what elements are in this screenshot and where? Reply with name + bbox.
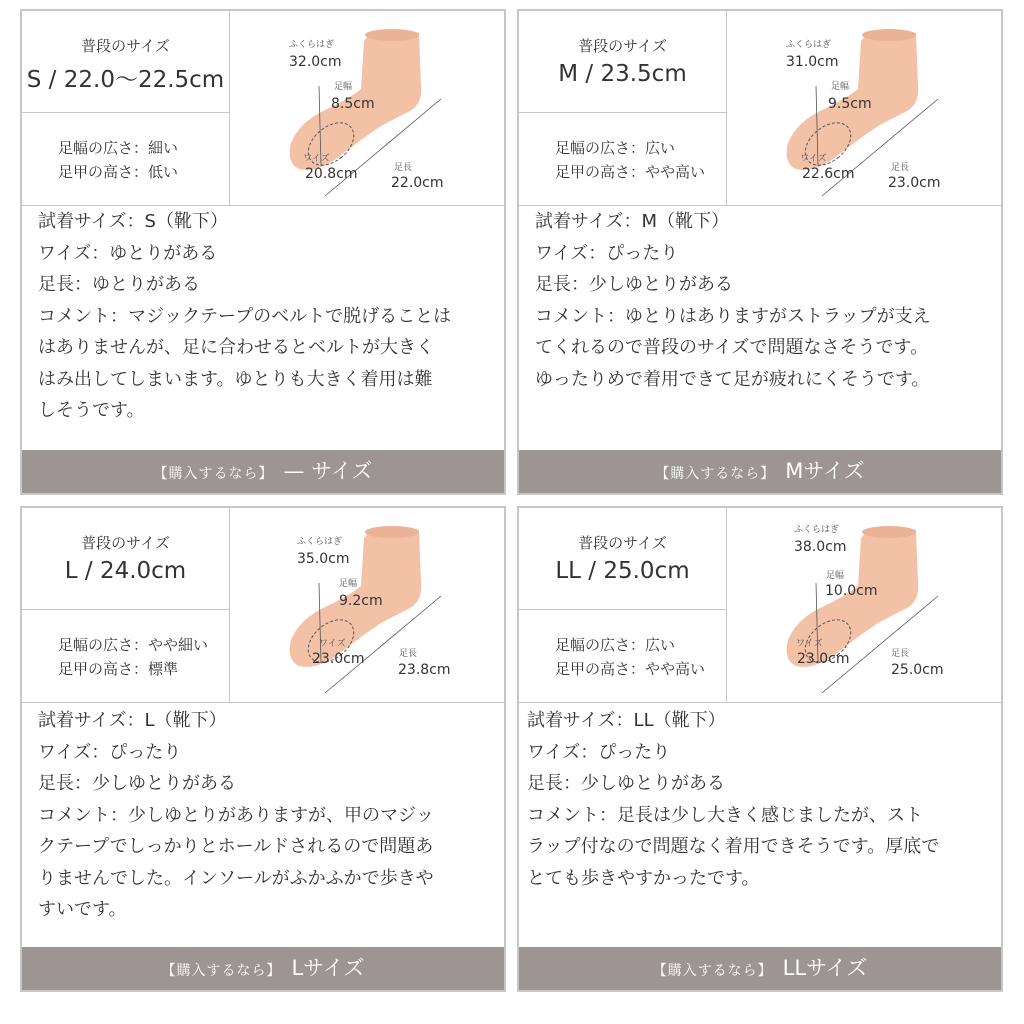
foot-illustration-icon: [728, 508, 1001, 702]
card-top: [22, 11, 504, 206]
review-line: ワイズ：ぴったり: [527, 741, 671, 763]
instep-value: 8.5cm: [331, 96, 375, 112]
width-value: 23.0cm: [797, 651, 850, 667]
calf-value: 32.0cm: [289, 54, 342, 70]
review-line: コメント：少しゆとりがありますが、甲のマジッ: [38, 804, 434, 826]
review-line: とても歩きやすかったです。: [527, 867, 760, 889]
instep-height-feature: 足甲の高さ：やや高い: [555, 163, 706, 181]
buy-prefix: 【購入するなら】: [652, 963, 773, 979]
review-line: 試着サイズ：LL（靴下）: [527, 710, 726, 731]
review-line: コメント：足長は少し大きく感じましたが、スト: [527, 804, 923, 826]
foot-width-feature: 足幅の広さ：細い: [58, 139, 179, 157]
usual-size-heading: 普段のサイズ: [81, 534, 170, 552]
instep-height-feature: 足甲の高さ：低い: [58, 163, 179, 181]
width-value: 23.0cm: [312, 651, 365, 667]
review-line: 試着サイズ：S（靴下）: [38, 211, 228, 232]
length-value: 25.0cm: [891, 662, 944, 678]
calf-label: ふくらはぎ: [289, 40, 335, 50]
review-line: 足長：少しゆとりがある: [527, 773, 725, 794]
usual-size-value: M / 23.5cm: [558, 61, 687, 87]
review-line: はみ出してしまいます。ゆとりも大きく着用は難: [38, 368, 433, 390]
size-info: [519, 11, 727, 205]
fitting-review: [535, 206, 997, 450]
instep-value: 10.0cm: [825, 583, 878, 599]
width-value: 20.8cm: [305, 166, 358, 182]
size-card-m: [517, 9, 1003, 495]
length-label: 足長: [399, 649, 418, 659]
calf-opening: [862, 526, 916, 538]
length-value: 23.0cm: [888, 175, 941, 191]
calf-label: ふくらはぎ: [794, 525, 840, 535]
calf-opening: [365, 526, 419, 538]
instep-value: 9.5cm: [828, 96, 872, 112]
width-label: ワイズ: [303, 154, 330, 164]
foot-illustration-icon: [231, 508, 504, 702]
usual-size-box: [22, 508, 229, 610]
review-line: コメント：マジックテープのベルトで脱げることは: [38, 305, 452, 327]
foot-width-feature: 足幅の広さ：広い: [555, 139, 676, 157]
card-top: [519, 508, 1001, 703]
review-line: ワイズ：ぴったり: [38, 741, 182, 763]
review-line: しそうです。: [38, 400, 145, 421]
foot-diagram: [231, 508, 504, 702]
foot-features: [22, 113, 229, 205]
calf-label: ふくらはぎ: [297, 537, 343, 547]
width-value: 22.6cm: [802, 166, 855, 182]
instep-label: 足幅: [826, 571, 845, 581]
review-line: ワイズ：ゆとりがある: [38, 242, 218, 264]
foot-illustration-icon: [728, 11, 1001, 205]
buy-size-m-button[interactable]: [519, 450, 1001, 493]
calf-opening: [365, 29, 419, 41]
calf-value: 38.0cm: [794, 539, 847, 555]
review-line: ゆったりめで着用できて足が疲れにくそうです。: [535, 368, 930, 390]
foot-features: [519, 113, 726, 205]
buy-prefix: 【購入するなら】: [655, 466, 776, 482]
review-line: 足長：少しゆとりがある: [535, 274, 733, 295]
size-card-s: [20, 9, 506, 495]
usual-size-heading: 普段のサイズ: [81, 37, 170, 55]
foot-features: [22, 610, 229, 702]
size-card-l: [20, 506, 506, 992]
foot-illustration-icon: [231, 11, 504, 205]
review-line: 試着サイズ：L（靴下）: [38, 710, 227, 731]
foot-width-feature: 足幅の広さ：広い: [555, 636, 676, 654]
review-line: 足長：少しゆとりがある: [38, 773, 236, 794]
usual-size-value: S / 22.0〜22.5cm: [26, 67, 225, 93]
instep-label: 足幅: [831, 82, 850, 92]
width-label: ワイズ: [319, 639, 346, 649]
usual-size-box: [519, 508, 726, 610]
instep-value: 9.2cm: [339, 593, 383, 609]
width-label: ワイズ: [796, 639, 823, 649]
usual-size-value: L / 24.0cm: [64, 558, 187, 584]
instep-label: 足幅: [339, 579, 358, 589]
usual-size-heading: 普段のサイズ: [578, 37, 667, 55]
review-line: 足長：ゆとりがある: [38, 274, 200, 295]
card-top: [22, 508, 504, 703]
length-value: 22.0cm: [391, 175, 444, 191]
review-line: てくれるので普段のサイズで問題なさそうです。: [535, 337, 929, 358]
buy-size-l-button[interactable]: [22, 947, 504, 990]
buy-prefix: 【購入するなら】: [153, 466, 274, 482]
card-top: [519, 11, 1001, 206]
length-label: 足長: [891, 163, 910, 173]
usual-size-heading: 普段のサイズ: [578, 534, 667, 552]
review-line: クテープでしっかりとホールドされるので問題あ: [38, 836, 434, 857]
buy-size-label: Mサイズ: [785, 459, 865, 483]
buy-size-label: Lサイズ: [291, 956, 365, 980]
buy-size-label: LLサイズ: [782, 956, 868, 980]
size-card-ll: [517, 506, 1003, 992]
calf-value: 31.0cm: [786, 54, 839, 70]
width-label: ワイズ: [800, 154, 827, 164]
instep-height-feature: 足甲の高さ：やや高い: [555, 660, 706, 678]
foot-width-feature: 足幅の広さ：やや細い: [58, 636, 209, 654]
foot-diagram: [728, 508, 1001, 702]
review-line: すいです。: [38, 899, 127, 920]
buy-prefix: 【購入するなら】: [161, 963, 282, 979]
foot-diagram: [231, 11, 504, 205]
fitting-review: [38, 206, 500, 450]
size-info: [22, 508, 230, 702]
length-label: 足長: [891, 649, 910, 659]
review-line: ワイズ：ぴったり: [535, 242, 679, 264]
review-line: はありませんが、足に合わせるとベルトが大きく: [38, 337, 434, 358]
buy-size-label: — サイズ: [283, 459, 373, 483]
usual-size-value: LL / 25.0cm: [555, 558, 690, 584]
size-info: [22, 11, 230, 205]
calf-opening: [862, 29, 916, 41]
instep-label: 足幅: [334, 82, 353, 92]
calf-value: 35.0cm: [297, 551, 350, 567]
review-line: ラップ付なので問題なく着用できそうです。厚底で: [527, 836, 940, 857]
foot-diagram: [728, 11, 1001, 205]
review-line: りませんでした。インソールがふかふかで歩きや: [38, 867, 434, 889]
fitting-review: [38, 705, 500, 949]
buy-size-s-button[interactable]: [22, 450, 504, 493]
usual-size-box: [519, 11, 726, 113]
length-value: 23.8cm: [398, 662, 451, 678]
size-info: [519, 508, 727, 702]
fitting-review: [527, 705, 989, 949]
usual-size-box: [22, 11, 229, 113]
review-line: 試着サイズ：M（靴下）: [535, 211, 730, 232]
foot-features: [519, 610, 726, 702]
review-line: コメント：ゆとりはありますがストラップが支え: [535, 305, 931, 327]
length-label: 足長: [394, 163, 413, 173]
buy-size-ll-button[interactable]: [519, 947, 1001, 990]
instep-height-feature: 足甲の高さ：標準: [58, 660, 179, 678]
calf-label: ふくらはぎ: [786, 40, 832, 50]
